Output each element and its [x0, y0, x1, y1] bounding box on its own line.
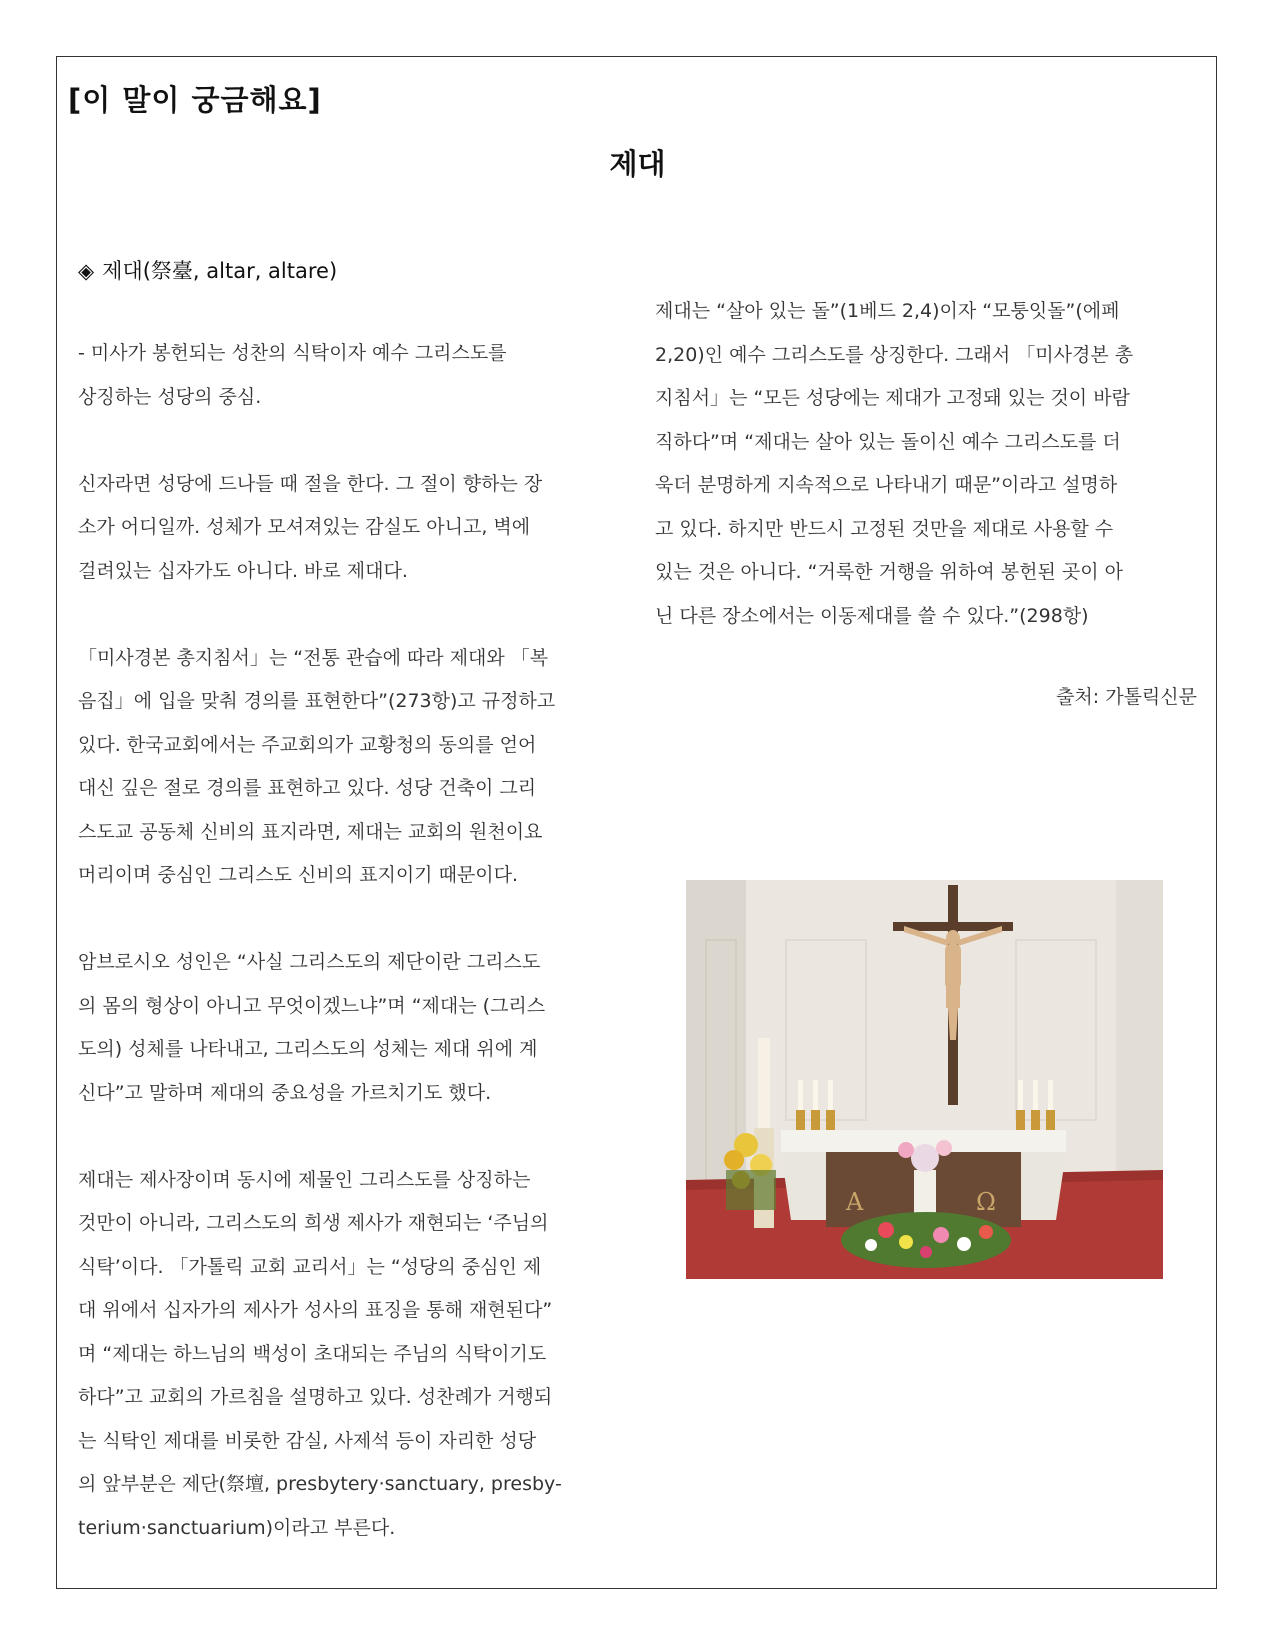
body-line: 의 앞부분은 제단(祭壇, presbytery·sanctuary, presby- — [78, 1473, 562, 1495]
definition-line: - 미사가 봉헌되는 성찬의 식탁이자 예수 그리스도를 — [78, 342, 507, 364]
body-line: 암브로시오 성인은 “사실 그리스도의 제단이란 그리스도 — [78, 951, 541, 973]
body-line: 의 몸의 형상이 아니고 무엇이겠느냐”며 “제대는 (그리스 — [78, 994, 546, 1017]
term-heading — [78, 255, 337, 285]
body-line: 욱더 분명하게 지속적으로 나타내기 때문”이라고 설명하 — [655, 474, 1118, 496]
body-line: 대 위에서 십자가의 제사가 성사의 표징을 통해 재현된다” — [78, 1299, 553, 1321]
body-line: 「미사경본 총지침서」는 “전통 관습에 따라 제대와 「복 — [78, 646, 549, 669]
page-title: 제대 — [609, 147, 666, 181]
body-line: 머리이며 중심인 그리스도 신비의 표지이기 때문이다. — [78, 864, 519, 886]
altar-crucifix-photo — [686, 880, 1163, 1279]
definition-line: 상징하는 성당의 중심. — [78, 385, 262, 408]
body-line: 고 있다. 하지만 반드시 고정된 것만을 제대로 사용할 수 — [655, 517, 1114, 540]
body-line: 대신 깊은 절로 경의를 표현하고 있다. 성당 건축이 그리 — [78, 777, 537, 799]
body-line: 있는 것은 아니다. “거룩한 거행을 위하여 봉헌된 곳이 아 — [655, 561, 1123, 583]
body-line: 는 식탁인 제대를 비롯한 감실, 사제석 등이 자리한 성당 — [78, 1429, 537, 1452]
section-tag: [이 말이 궁금해요] — [68, 83, 322, 117]
body-line: 식탁’이다. 「가톨릭 교회 교리서」는 “성당의 중심인 제 — [78, 1255, 542, 1278]
body-line: 하다”고 교회의 가르침을 설명하고 있다. 성찬례가 거행되 — [78, 1386, 553, 1408]
body-line: 신자라면 성당에 드나들 때 절을 한다. 그 절이 향하는 장 — [78, 472, 543, 495]
source-credit: 출처: 가톨릭신문 — [1056, 686, 1197, 708]
body-line: 음집」에 입을 맞춰 경의를 표현한다”(273항)고 규정하고 — [78, 690, 556, 712]
body-line: 스도교 공동체 신비의 표지라면, 제대는 교회의 원천이요 — [78, 820, 543, 843]
body-line: 제대는 제사장이며 동시에 제물인 그리스도를 상징하는 — [78, 1168, 531, 1191]
body-line: 것만이 아니라, 그리스도의 희생 제사가 재현되는 ‘주님의 — [78, 1212, 549, 1234]
body-line: 소가 어디일까. 성체가 모셔져있는 감실도 아니고, 벽에 — [78, 516, 531, 538]
diamond-bullet-icon: ◈ — [78, 259, 95, 283]
body-line: 며 “제대는 하느님의 백성이 초대되는 주님의 식탁이기도 — [78, 1342, 547, 1365]
body-line: 있다. 한국교회에서는 주교회의가 교황청의 동의를 얻어 — [78, 733, 537, 756]
body-line: 도의) 성체를 나타내고, 그리스도의 성체는 제대 위에 계 — [78, 1038, 538, 1060]
body-line: 신다”고 말하며 제대의 중요성을 가르치기도 했다. — [78, 1081, 492, 1104]
body-line: 2,20)인 예수 그리스도를 상징한다. 그래서 「미사경본 총 — [655, 343, 1134, 366]
body-line: 직하다”며 “제대는 살아 있는 돌이신 예수 그리스도를 더 — [655, 430, 1121, 453]
svg-text:Ω: Ω — [976, 1188, 996, 1216]
left-column — [78, 332, 618, 1550]
term-heading-text: 제대(祭臺, altar, altare) — [102, 259, 338, 283]
body-line: 닌 다른 장소에서는 이동제대를 쓸 수 있다.”(298항) — [655, 604, 1089, 627]
body-line: 지침서」는 “모든 성당에는 제대가 고정돼 있는 것이 바람 — [655, 387, 1130, 409]
body-line: terium·sanctuarium)이라고 부른다. — [78, 1516, 396, 1539]
svg-text:A: A — [846, 1188, 864, 1216]
body-line: 제대는 “살아 있는 돌”(1베드 2,4)이자 “모퉁잇돌”(에페 — [655, 300, 1120, 322]
body-line: 걸려있는 십자가도 아니다. 바로 제대다. — [78, 559, 408, 582]
right-column — [655, 290, 1195, 638]
